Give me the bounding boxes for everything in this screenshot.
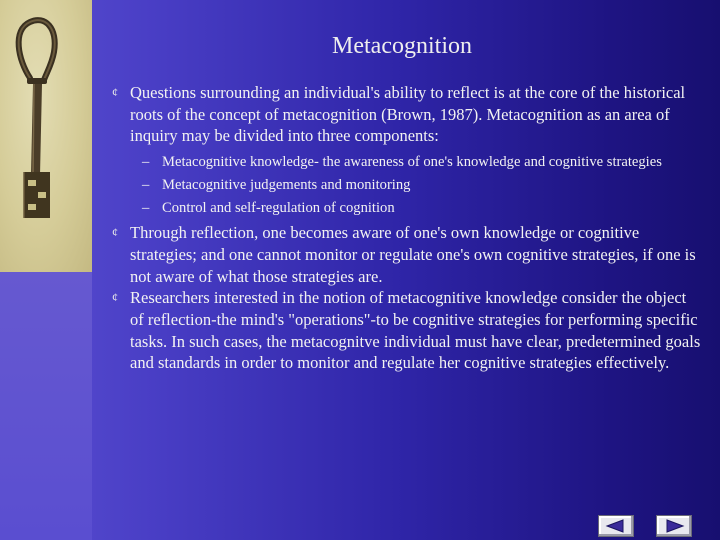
bullet-text: Through reflection, one becomes aware of one's own knowledge or cognitive strategies; and one cannot monitor or regulate one's own cognitive strategies, if one is not aware of what those strategies are. bbox=[130, 223, 696, 286]
sub-bullet-item bbox=[112, 176, 702, 195]
bullet-item bbox=[112, 287, 702, 374]
sub-bullet-item bbox=[112, 199, 702, 218]
bullet-icon: ¢ bbox=[112, 290, 118, 305]
dash-icon: – bbox=[142, 154, 150, 171]
bullet-item bbox=[112, 222, 702, 287]
next-slide-button[interactable] bbox=[656, 515, 692, 537]
sub-bullet-item bbox=[112, 153, 702, 172]
right-arrow-icon bbox=[663, 519, 685, 533]
bullet-text: Researchers interested in the notion of metacognitive knowledge consider the object of reflection-the mind's "operations"-to be cognitive strategies for performing specific tasks. In such cases, the metacognitve individual must have clear, predetermined goals and standards in order to monitor and regulate her cognitive strategies effectively. bbox=[130, 288, 701, 373]
bullet-icon: ¢ bbox=[112, 225, 118, 240]
dash-icon: – bbox=[142, 200, 150, 217]
left-arrow-icon bbox=[605, 519, 627, 533]
previous-slide-button[interactable] bbox=[598, 515, 634, 537]
sub-bullet-list bbox=[112, 153, 702, 218]
left-strip-lower bbox=[0, 272, 92, 540]
bullet-text: Questions surrounding an individual's ability to reflect is at the core of the historical roots of the concept of metacognition (Brown, 1987). Metacognition as an area of inquiry may be divided into three components: bbox=[130, 83, 686, 146]
bullet-item bbox=[112, 82, 702, 147]
sub-bullet-text: Metacognitive judgements and monitoring bbox=[162, 177, 411, 194]
sub-bullet-text: Control and self-regulation of cognition bbox=[162, 200, 395, 217]
bullet-icon: ¢ bbox=[112, 85, 118, 99]
dash-icon: – bbox=[142, 177, 150, 194]
slide-title: Metacognition bbox=[332, 33, 472, 59]
key-icon bbox=[0, 0, 92, 272]
sub-bullet-text: Metacognitive knowledge- the awareness of one's knowledge and cognitive strategies bbox=[162, 154, 662, 171]
key-photo bbox=[0, 0, 92, 272]
slide-content bbox=[112, 82, 702, 374]
